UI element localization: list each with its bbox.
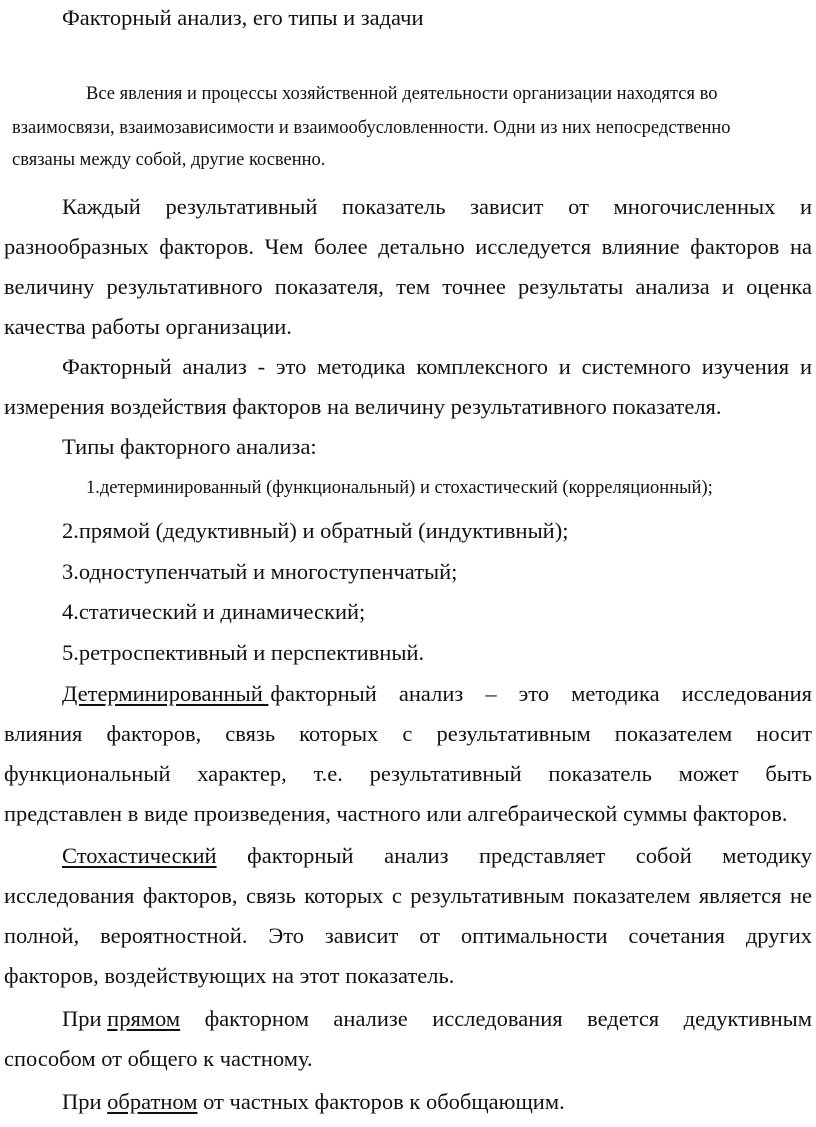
stoch-term: Стохастический bbox=[62, 843, 217, 868]
intro-line-1: Все явления и процессы хозяйственной деятельности организации находятся во bbox=[86, 84, 718, 104]
direct-term: прямом bbox=[107, 1006, 181, 1031]
direct-line-1 bbox=[62, 1006, 812, 1032]
para1-line-4: качества работы организации. bbox=[4, 314, 292, 339]
determ-term: Детерминированный bbox=[62, 681, 269, 706]
reverse-rest: от частных факторов к обобщающим. bbox=[197, 1089, 565, 1114]
stoch-line-3: полной, вероятностной. Это зависит от оптимальности сочетания других bbox=[4, 923, 812, 948]
para1-line-3: величину результативного показателя, тем точнее результаты анализа и оценка bbox=[4, 274, 812, 299]
para2-line-2: измерения воздействия факторов на величину результативного показателя. bbox=[4, 394, 722, 419]
page-title: Факторный анализ, его типы и задачи bbox=[62, 5, 424, 30]
para1-line-1: Каждый результативный показатель зависит от многочисленных и bbox=[62, 194, 812, 219]
direct-prefix: При bbox=[62, 1006, 108, 1031]
type-item-4: 4.статический и динамический; bbox=[62, 599, 366, 624]
types-heading: Типы факторного анализа: bbox=[62, 434, 317, 459]
determ-line-2: влияния факторов, связь которых с результативным показателем носит bbox=[4, 721, 812, 746]
direct-line-2: способом от общего к частному. bbox=[4, 1046, 313, 1071]
type-item-3: 3.одноступенчатый и многоступенчатый; bbox=[62, 559, 458, 584]
stoch-line-1 bbox=[62, 843, 812, 869]
type-item-1: 1.детерминированный (функциональный) и стохастический (корреляционный); bbox=[86, 478, 713, 498]
para2-line-1: Факторный анализ - это методика комплексного и системного изучения и bbox=[62, 354, 812, 379]
type-item-2: 2.прямой (дедуктивный) и обратный (индуктивный); bbox=[62, 518, 569, 543]
para1-line-2: разнообразных факторов. Чем более детально исследуется влияние факторов на bbox=[4, 234, 812, 259]
determ-line-1-text: факторный анализ – это методика исследования bbox=[270, 681, 812, 706]
reverse-term: обратном bbox=[107, 1089, 198, 1114]
intro-line-2: взаимосвязи, взаимозависимости и взаимообусловленности. Одни из них непосредственно bbox=[12, 118, 731, 138]
determ-line-4: представлен в виде произведения, частного или алгебраической суммы факторов. bbox=[4, 801, 788, 826]
determ-line-3: функциональный характер, т.е. результативный показатель может быть bbox=[4, 761, 812, 786]
reverse-prefix: При bbox=[62, 1089, 108, 1114]
type-item-5: 5.ретроспективный и перспективный. bbox=[62, 640, 425, 665]
determ-line-1 bbox=[62, 681, 812, 707]
stoch-line-1-text: факторный анализ представляет собой методику bbox=[216, 843, 812, 868]
intro-line-3: связаны между собой, другие косвенно. bbox=[12, 150, 326, 170]
reverse-line bbox=[62, 1089, 565, 1115]
direct-line-1-text: факторном анализе исследования ведется дедуктивным bbox=[180, 1006, 813, 1031]
stoch-line-2: исследования факторов, связь которых с результативным показателем является не bbox=[4, 883, 812, 908]
stoch-line-4: факторов, воздействующих на этот показатель. bbox=[4, 963, 455, 988]
